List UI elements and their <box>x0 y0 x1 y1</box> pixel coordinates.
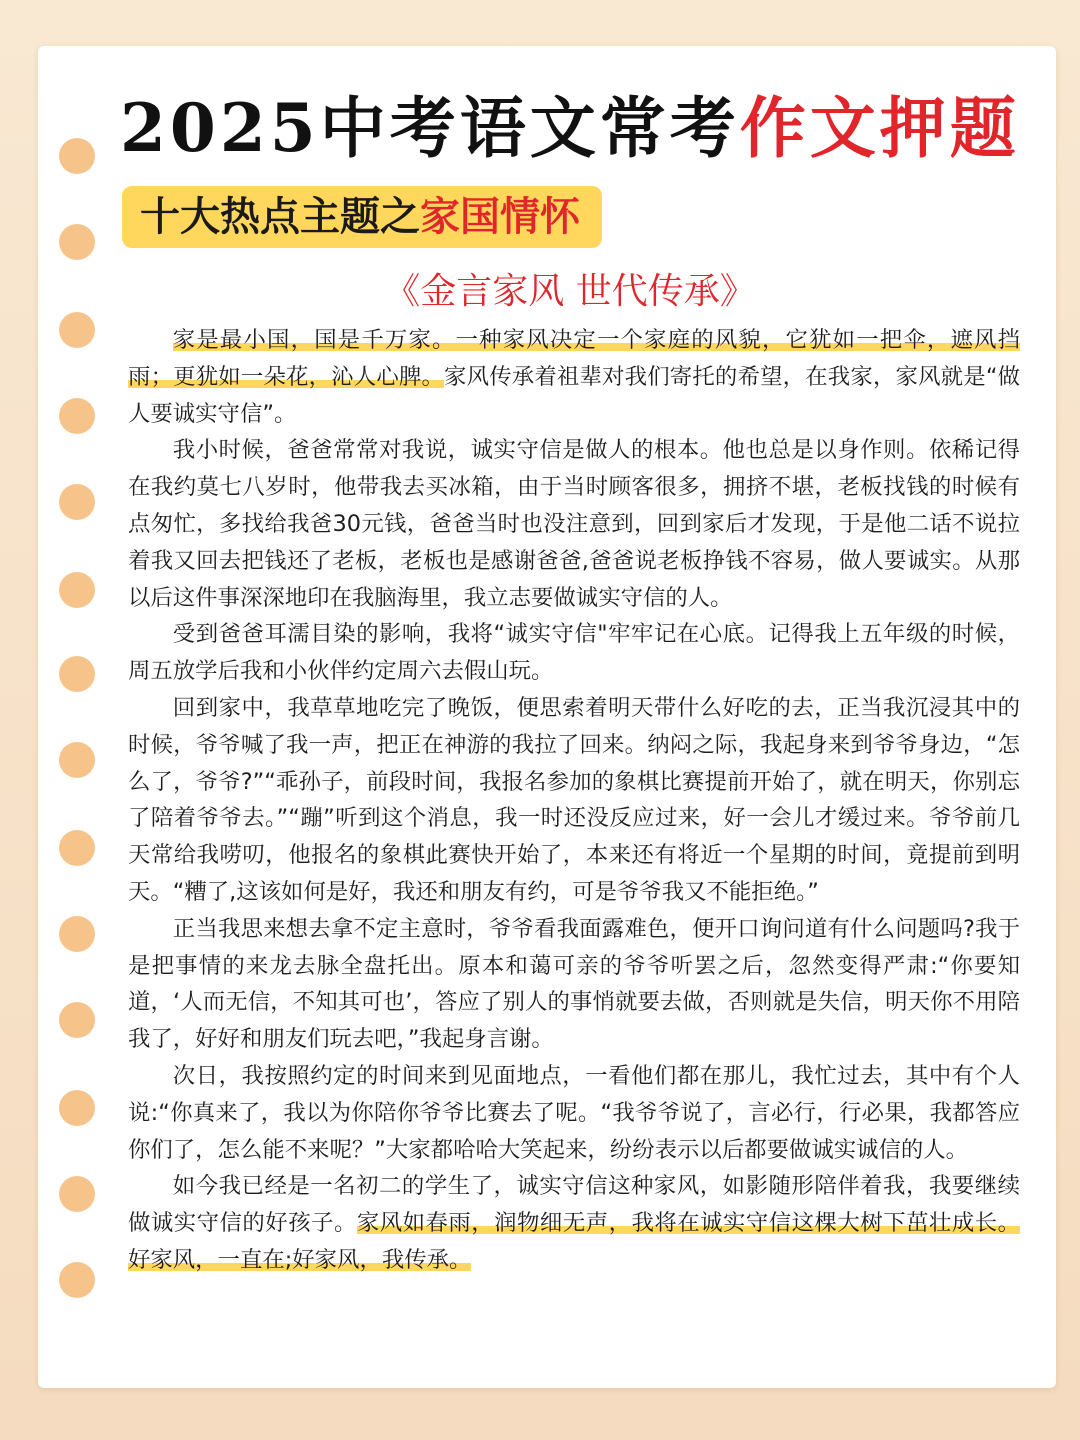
paragraph-text: 如今我已经是一名初二的学生了，诚实守信这种家风，如影随形陪伴着我，我要继续做诚实守信的好孩子。 <box>128 1173 1020 1237</box>
essay-paragraph: 我小时候，爸爸常常对我说，诚实守信是做人的根本。他也总是以身作则。依稀记得在我约莫七八岁时，他带我去买冰箱，由于当时顾客很多，拥挤不堪，老板找钱的时候有点匆忙，多找给我爸30元钱，爸爸当时也没注意到，回到家后才发现，于是他二话不说拉着我又回去把钱还了老板，老板也是感谢爸爸,爸爸说老板挣钱不容易，做人要诚实。从那以后这件事深深地印在我脑海里，我立志要做诚实守信的人。 <box>128 437 1020 611</box>
subtitle-red: 家国情怀 <box>420 194 580 240</box>
binder-hole <box>59 138 95 174</box>
essay-paragraph: 受到爸爸耳濡目染的影响，我将“诚实守信"牢牢记在心底。记得我上五年级的时候，周五放学后我和小伙伴约定周六去假山玩。 <box>128 621 1020 685</box>
binder-hole <box>59 830 95 866</box>
essay-paragraph: 正当我思来想去拿不定主意时，爷爷看我面露难色，便开口询问道有什么问题吗?我于是把事情的来龙去脉全盘托出。原本和蔼可亲的爷爷听罢之后，忽然变得严肃:“你要知道，‘人而无信，不知其可也’，答应了别人的事悄就要去做，否则就是失信，明天你不用陪我了，好好和朋友们玩去吧，”我起身言谢。 <box>128 915 1020 1053</box>
essay-paragraph: 次日，我按照约定的时间来到见面地点，一看他们都在那儿，我忙过去，其中有个人说:“你真来了，我以为你陪你爷爷比赛去了呢。“我爷爷说了，言必行，行必果，我都答应你们了，怎么能不来呢？”大家都哈哈大笑起来，纷纷表示以后都要做诚实诚信的人。 <box>128 1062 1020 1163</box>
essay-paragraph <box>128 322 1020 432</box>
subtitle-black: 十大热点主题之 <box>140 194 420 240</box>
binder-hole <box>59 1002 95 1038</box>
binder-hole <box>59 1090 95 1126</box>
subtitle-banner <box>122 186 602 248</box>
page-title <box>120 78 1040 178</box>
binder-hole <box>59 224 95 260</box>
essay-paragraph: 回到家中，我草草地吃完了晚饭，便思索着明天带什么好吃的去，正当我沉浸其中的时候，爷爷喊了我一声，把正在神游的我拉了回来。纳闷之际，我起身来到爷爷身边，“怎么了，爷爷?”“乖孙子，前段时间，我报名参加的象棋比赛提前开始了，就在明天，你别忘了陪着爷爷去。”“蹦”听到这个消息，我一时还没反应过来，好一会儿才缓过来。爷爷前几天常给我唠叨，他报名的象棋此赛快开始了，本来还有将近一个星期的时间，竟提前到明天。“糟了,这该如何是好，我还和朋友有约，可是爷爷我又不能拒绝。” <box>128 694 1020 905</box>
highlighted-text: 家是最小国，国是千万家。一种家风决定一个家庭的风貌，它犹如一把伞，遮风挡雨；更犹如一朵花，沁人心脾。 <box>128 327 1020 390</box>
binder-hole <box>59 656 95 692</box>
essay-title: 《金言家风 世代传承》 <box>384 271 756 312</box>
paragraph-text: 家风传承着祖辈对我们寄托的希望，在我家，家风就是“做人要诚实守信”。 <box>128 363 1020 427</box>
binder-hole <box>59 1262 95 1298</box>
highlighted-text: 家风如春雨，润物细无声，我将在诚实守信这棵大树下茁壮成长。好家风，一直在;好家风，我传承。 <box>128 1210 1021 1273</box>
binder-hole <box>59 398 95 434</box>
binder-holes <box>0 0 120 1440</box>
essay-body <box>128 322 1020 1279</box>
binder-hole <box>59 484 95 520</box>
title-red: 作文押题 <box>739 89 1020 167</box>
essay-paragraph <box>128 1168 1020 1278</box>
binder-hole <box>59 916 95 952</box>
binder-hole <box>59 572 95 608</box>
binder-hole <box>59 1176 95 1212</box>
binder-hole <box>59 742 95 778</box>
title-black: 2025中考语文常考 <box>120 89 740 167</box>
